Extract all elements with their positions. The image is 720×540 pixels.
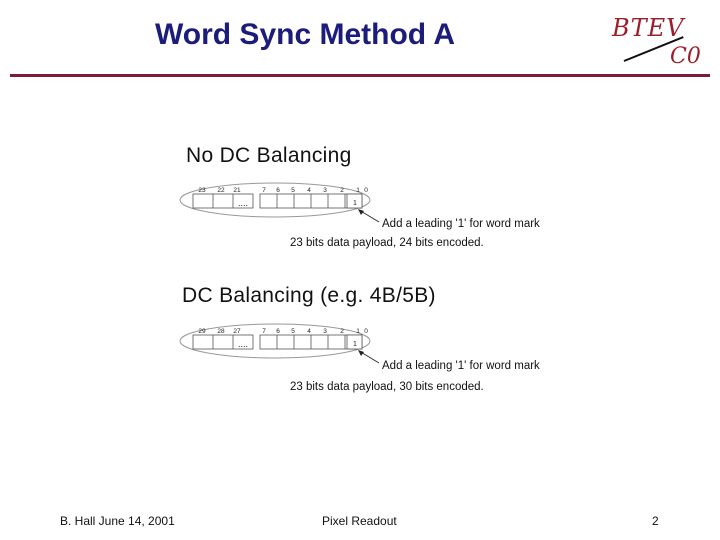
section-heading-no-dc: No DC Balancing <box>186 144 352 167</box>
bit-index-label: 0 <box>364 187 368 194</box>
slide-title: Word Sync Method A <box>155 18 455 51</box>
bit-index-label: 3 <box>323 328 327 335</box>
word-mark-arrowhead <box>358 350 364 356</box>
bit-index-label: 21 <box>233 187 241 194</box>
payload-note: 23 bits data payload, 24 bits encoded. <box>290 237 484 249</box>
footer-center-text: Pixel Readout <box>322 514 397 528</box>
bit-index-label: 0 <box>364 328 368 335</box>
bit-ellipsis: .... <box>238 339 249 349</box>
lead-bit-value: 1 <box>353 200 357 207</box>
bit-index-label: 22 <box>217 187 225 194</box>
logo-text-top: BTEV <box>612 14 685 42</box>
bit-index-label: 2 <box>340 328 344 335</box>
bit-index-label: 6 <box>276 187 280 194</box>
logo-text-bottom: C0 <box>670 44 701 69</box>
footer-author-date: B. Hall June 14, 2001 <box>60 514 175 528</box>
bit-index-label: 23 <box>198 187 206 194</box>
lead-bit-value: 1 <box>353 341 357 348</box>
bit-index-label: 4 <box>307 328 311 335</box>
footer-page-number: 2 <box>652 514 659 528</box>
bit-index-label: 29 <box>198 328 206 335</box>
bit-index-label: 4 <box>307 187 311 194</box>
word-mark-note: Add a leading '1' for word mark <box>382 218 540 230</box>
word-mark-note: Add a leading '1' for word mark <box>382 360 540 372</box>
btev-logo <box>600 6 710 76</box>
word-mark-arrowhead <box>358 209 364 215</box>
bit-index-label: 5 <box>291 328 295 335</box>
title-divider <box>10 74 710 77</box>
bit-index-label: 7 <box>262 328 266 335</box>
bit-index-label: 5 <box>291 187 295 194</box>
bit-index-label: 7 <box>262 187 266 194</box>
bit-index-label: 3 <box>323 187 327 194</box>
bit-index-label: 2 <box>340 187 344 194</box>
section-heading-dc: DC Balancing (e.g. 4B/5B) <box>182 284 436 307</box>
bit-index-label: 27 <box>233 328 241 335</box>
payload-note: 23 bits data payload, 30 bits encoded. <box>290 381 484 393</box>
bit-ellipsis: .... <box>238 198 249 208</box>
bit-index-label: 1 <box>356 187 360 194</box>
bit-index-label: 1 <box>356 328 360 335</box>
bit-index-label: 6 <box>276 328 280 335</box>
bit-index-label: 28 <box>217 328 225 335</box>
